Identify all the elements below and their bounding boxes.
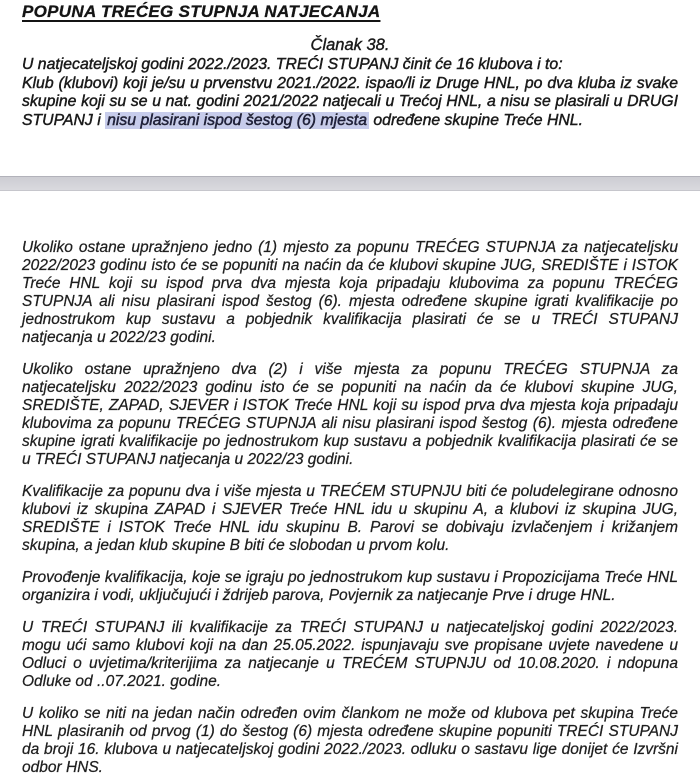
highlighted-text: nisu plasirani ispod šestog (6) mjesta [107, 111, 367, 129]
article-heading: Članak 38. [310, 36, 390, 54]
intro-text-pre: Klub (klubovi) koji je/su u prvenstvu 2021./2022. ispao/li iz Druge HNL, po dva kluba iz svake skupine koji su se u nat. godini 2021/2022 natjecali u Trećoj HNL, a nisu se plasirali u DRUGI STUPANJ i [22, 74, 678, 129]
document-title: POPUNA TREĆEG STUPNJA NATJECANJA [22, 2, 381, 21]
paragraph-qualification-organizer: Provođenje kvalifikacija, koje se igraju po jednostrukom kup sustavu i Propozicijama Treće HNL organizira i vodi, uključujući i ždrijeb parova, Povjernik za natjecanje Prve i druge HNL. [22, 569, 678, 604]
page-separator [0, 176, 700, 191]
paragraph-qualification-groups: Kvalifikacije za popunu dva i više mjesta u TREĆEM STUPNJU biti će poludelegirane odnosno klubovi iz skupina ZAPAD i SJEVER Treće HNL idu u skupinu A, a klubovi iz skupina JUG, SREDIŠTE i ISTOK Treće HNL idu skupinu B. Parovi se dobivaju izvlačenjem i križanjem skupina, a jedan klub skupine B biti će slobodan u prvom kolu. [22, 483, 678, 554]
page-1 [22, 2, 678, 130]
paragraph-vacancy-one: Ukoliko ostane upražnjeno jedno (1) mjesto za popunu TREĆEG STUPNJA za natjecateljsku 2022/2023 godinu isto će se popuniti na naćin da će klubovi skupine JUG, SREDIŠTE i ISTOK Treće HNL koji su ispod prva dva mjesta koja pripadaju klubovima za popunu TREĆEG STUPNJA ali nisu plasirani ispod šestog (6). mjesta određene skupine igrati kvalifikacije po jednostrukom kup sustavu a pobjednik kvalifikacija plasirati će se u TREĆI STUPANJ natjecanja u 2022/23 godini. [22, 239, 678, 346]
intro-paragraph [22, 75, 678, 131]
paragraph-entry-conditions: U TREĆI STUPANJ ili kvalifikacije za TREĆI STUPANJ u natjecateljskoj godini 2022/2023. mogu ući samo klubovi koji na dan 25.05.2022. ispunjavaju sve propisane uvjete navedene u Odluci o uvjetima/kriterijima za natjecanje u TREĆEM STUPNJU od 10.08.2020. i ndopuna Odluke od ..07.2021. godine. [22, 619, 678, 690]
paragraph-fallback-decision: U koliko se niti na jedan način određen ovim člankom ne može od klubova pet skupina Treće HNL plasiranih od prvog (1) do šestog (6) mjesta određene skupine popuniti TREĆI STUPANJ da broji 16. klubova u natjecateljskoj godini 2022./2023. odluku o sastavu lige donijet će Izvršni odbor HNS. [22, 705, 678, 776]
intro-block [22, 56, 678, 130]
paragraph-vacancy-two-or-more: Ukoliko ostane upražnjeno dva (2) i više mjesta za popunu TREĆEG STUPNJA za natjecateljsku 2022/2023 godinu isto će se popuniti na naćin da će klubovi skupine JUG, SREDIŠTE, ZAPAD, SJEVER i ISTOK Treće HNL koji su ispod prva dva mjesta koja pripadaju klubovima za popunu TREĆEG STUPNJA ali nisu plasirani ispod šestog (6). mjesta određene skupine igrati kvalifikacije po jednostrukom kup sustavu a pobjednik kvalifikacija plasirati će se u TREĆI STUPANJ natjecanja u 2022/23 godini. [22, 361, 678, 468]
intro-text-post: određene skupine Treće HNL. [369, 111, 583, 129]
intro-line: U natjecateljskoj godini 2022./2023. TREĆI STUPANJ činit će 16 klubova i to: [22, 56, 563, 73]
page-2 [22, 239, 678, 777]
